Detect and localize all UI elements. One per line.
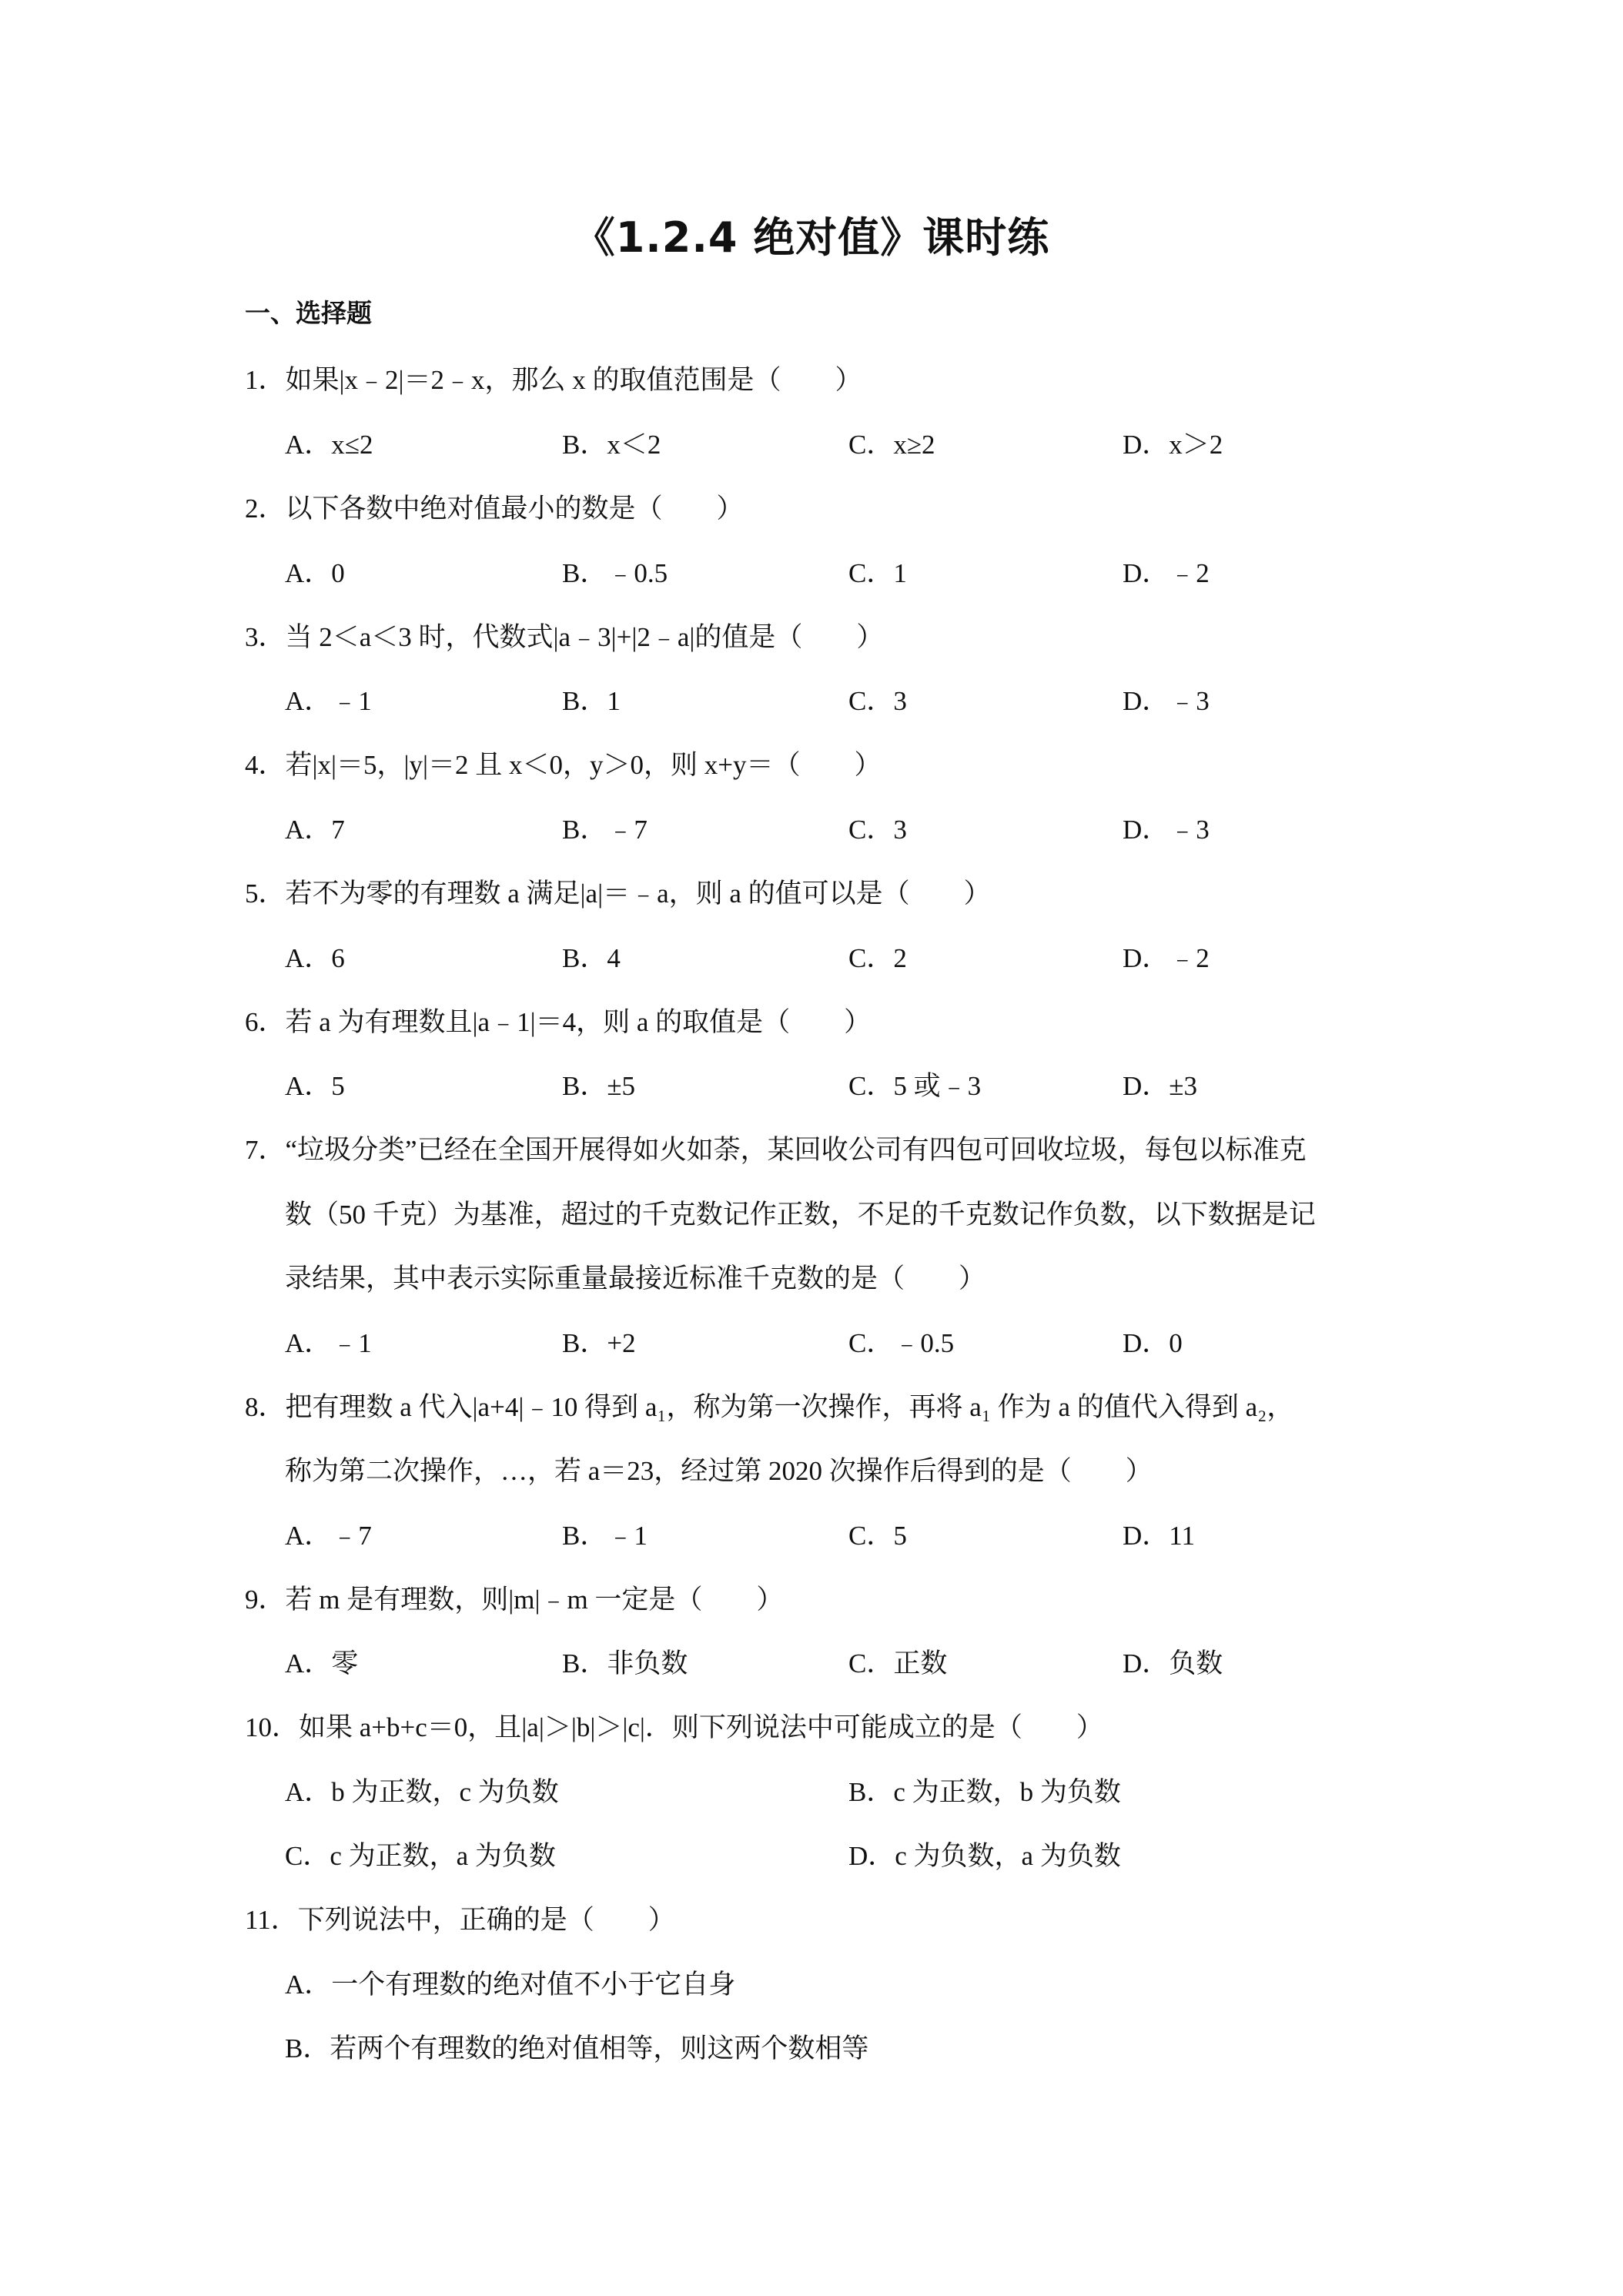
q2-option-d: D．﹣2 bbox=[1123, 558, 1210, 588]
q9-option-c: C．正数 bbox=[848, 1648, 948, 1678]
question-11: 11．下列说法中，正确的是（ ） bbox=[245, 1905, 675, 1935]
q4-option-c: C．3 bbox=[848, 815, 907, 845]
question-5: 5．若不为零的有理数 a 满足|a|＝﹣a，则 a 的值可以是（ ） bbox=[245, 879, 991, 909]
q4-option-a: A．7 bbox=[285, 815, 345, 845]
q5-option-c: C．2 bbox=[848, 943, 907, 973]
q4-option-b: B．﹣7 bbox=[562, 815, 648, 845]
q2-option-c: C．1 bbox=[848, 558, 907, 588]
q7-option-a: A．﹣1 bbox=[285, 1328, 372, 1358]
q2-option-a: A．0 bbox=[285, 558, 345, 588]
q10-option-a: A．b 为正数，c 为负数 bbox=[285, 1777, 559, 1807]
question-7-line-2: 数（50 千克）为基准，超过的千克数记作正数，不足的千克数记作负数，以下数据是记 bbox=[285, 1200, 1316, 1230]
page-title: 《1.2.4 绝对值》课时练 bbox=[573, 213, 1050, 262]
q8-option-b: B．﹣1 bbox=[562, 1521, 648, 1551]
q10-option-d: D．c 为负数，a 为负数 bbox=[848, 1841, 1121, 1871]
q3-option-c: C．3 bbox=[848, 686, 907, 716]
q6-option-c: C．5 或﹣3 bbox=[848, 1071, 982, 1101]
q1-option-a: A．x≤2 bbox=[285, 430, 373, 460]
q11-option-a: A．一个有理数的绝对值不小于它自身 bbox=[285, 1970, 736, 2000]
q7-option-c: C．﹣0.5 bbox=[848, 1328, 955, 1358]
question-8-line-2: 称为第二次操作，…，若 a＝23，经过第 2020 次操作后得到的是（ ） bbox=[285, 1456, 1153, 1486]
question-7-line-3: 录结果，其中表示实际重量最接近标准千克数的是（ ） bbox=[285, 1263, 986, 1294]
q11-option-b: B．若两个有理数的绝对值相等，则这两个数相等 bbox=[285, 2033, 869, 2063]
q9-option-b: B．非负数 bbox=[562, 1648, 688, 1678]
q1-option-b: B．x＜2 bbox=[562, 430, 661, 460]
q9-option-d: D．负数 bbox=[1123, 1648, 1223, 1678]
question-10: 10．如果 a+b+c＝0，且|a|＞|b|＞|c|．则下列说法中可能成立的是（ ） bbox=[245, 1712, 1103, 1742]
q7-option-b: B．+2 bbox=[562, 1328, 636, 1358]
q3-option-d: D．﹣3 bbox=[1123, 686, 1210, 716]
q1-option-c: C．x≥2 bbox=[848, 430, 935, 460]
q3-option-a: A．﹣1 bbox=[285, 686, 372, 716]
q6-option-d: D．±3 bbox=[1123, 1071, 1197, 1101]
question-6: 6．若 a 为有理数且|a﹣1|＝4，则 a 的取值是（ ） bbox=[245, 1007, 872, 1037]
question-7-line-1: 7．“垃圾分类”已经在全国开展得如火如荼，某回收公司有四包可回收垃圾，每包以标准克 bbox=[245, 1135, 1307, 1165]
question-8-line-1: 8．把有理数 a 代入|a+4|﹣10 得到 a₁，称为第一次操作，再将 a₁ 作为 a 的值代入得到 a₂， bbox=[245, 1392, 1294, 1422]
question-1: 1．如果|x﹣2|＝2﹣x，那么 x 的取值范围是（ ） bbox=[245, 365, 862, 395]
q9-option-a: A．零 bbox=[285, 1648, 359, 1678]
q5-option-a: A．6 bbox=[285, 943, 345, 973]
q1-option-d: D．x＞2 bbox=[1123, 430, 1223, 460]
section-heading: 一、选择题 bbox=[245, 298, 372, 328]
question-2: 2．以下各数中绝对值最小的数是（ ） bbox=[245, 494, 744, 524]
q7-option-d: D．0 bbox=[1123, 1328, 1183, 1358]
question-9: 9．若 m 是有理数，则|m|﹣m 一定是（ ） bbox=[245, 1585, 784, 1615]
q5-option-d: D．﹣2 bbox=[1123, 943, 1210, 973]
q10-option-c: C．c 为正数，a 为负数 bbox=[285, 1841, 556, 1871]
q6-option-a: A．5 bbox=[285, 1071, 345, 1101]
q8-option-a: A．﹣7 bbox=[285, 1521, 372, 1551]
q3-option-b: B．1 bbox=[562, 686, 621, 716]
q5-option-b: B．4 bbox=[562, 943, 621, 973]
q10-option-b: B．c 为正数，b 为负数 bbox=[848, 1777, 1121, 1807]
q8-option-d: D．11 bbox=[1123, 1521, 1195, 1551]
q6-option-b: B．±5 bbox=[562, 1071, 636, 1101]
q8-option-c: C．5 bbox=[848, 1521, 907, 1551]
q2-option-b: B．﹣0.5 bbox=[562, 558, 668, 588]
question-3: 3．当 2＜a＜3 时，代数式|a﹣3|+|2﹣a|的值是（ ） bbox=[245, 622, 884, 652]
question-4: 4．若|x|＝5，|y|＝2 且 x＜0，y＞0，则 x+y＝（ ） bbox=[245, 750, 882, 780]
q4-option-d: D．﹣3 bbox=[1123, 815, 1210, 845]
